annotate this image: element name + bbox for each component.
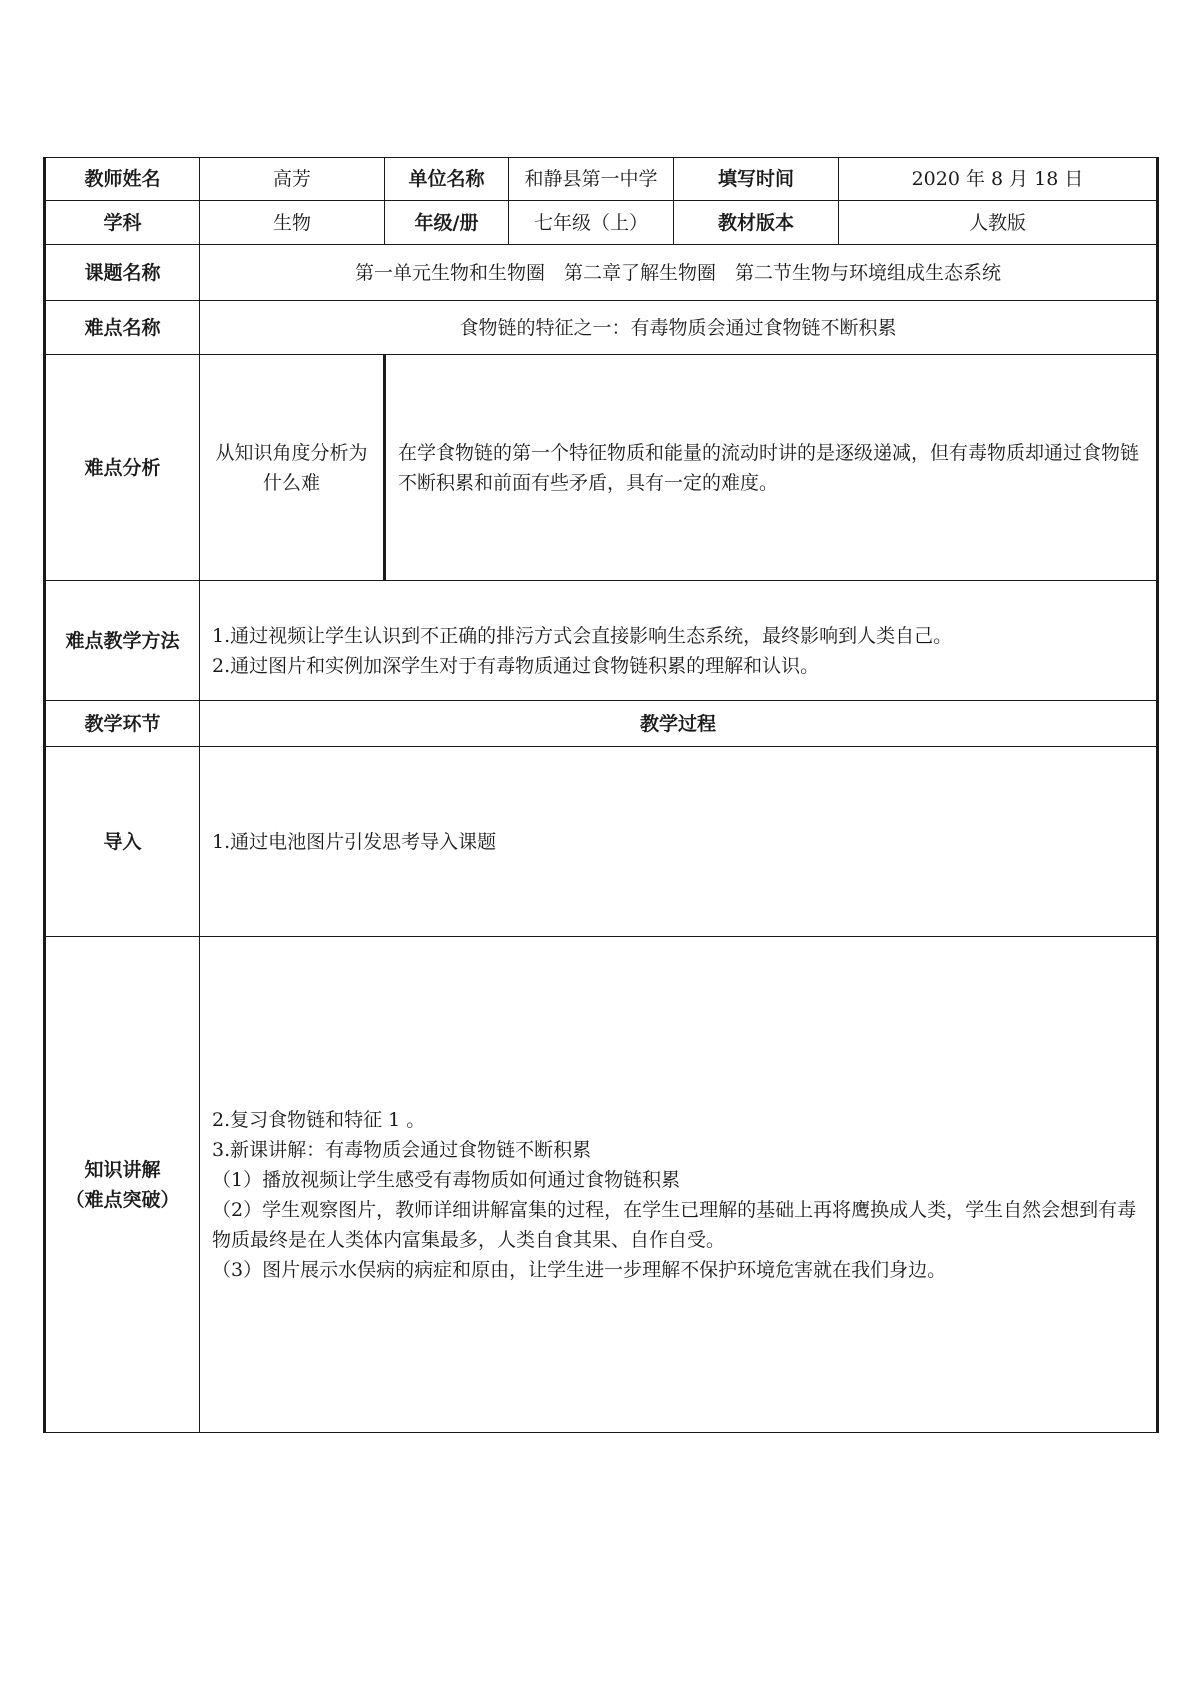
teacher-label: 教师姓名 [45,158,200,201]
intro-label: 导入 [45,747,200,937]
knowledge-line-5: （3）图片展示水俣病的病症和原由，让学生进一步理解不保护环境危害就在我们身边。 [212,1258,947,1281]
unit-value: 和静县第一中学 [509,158,674,201]
date-label: 填写时间 [674,158,839,201]
teacher-value: 高芳 [200,158,385,201]
knowledge-line-3: （1）播放视频让学生感受有毒物质如何通过食物链积累 [212,1168,681,1191]
subject-value: 生物 [200,201,385,245]
difficulty-label: 难点名称 [45,301,200,355]
date-value: 2020 年 8 月 18 日 [839,158,1158,201]
grade-label: 年级/册 [385,201,509,245]
knowledge-row [45,937,1158,1433]
stage-label: 教学环节 [45,701,200,747]
topic-value: 第一单元生物和生物圈 第二章了解生物圈 第二节生物与环境组成生态系统 [200,245,1158,301]
knowledge-line-4: （2）学生观察图片，教师详细讲解富集的过程，在学生已理解的基础上再将鹰换成人类，学生自然会想到有毒物质最终是在人类体内富集最多，人类自食其果、自作自受。 [212,1198,1137,1251]
method-content [200,581,1158,701]
unit-label: 单位名称 [385,158,509,201]
method-line-1: 1.通过视频让学生认识到不正确的排污方式会直接影响生态系统，最终影响到人类自己。 [212,624,953,647]
knowledge-label [45,937,200,1433]
intro-line-1: 1.通过电池图片引发思考导入课题 [212,830,497,853]
header-row-2 [45,201,1158,245]
intro-row [45,747,1158,937]
knowledge-line-1: 2.复习食物链和特征 1 。 [212,1108,426,1131]
method-row [45,581,1158,701]
knowledge-label-line-2: （难点突破） [65,1188,180,1211]
edition-value: 人教版 [839,201,1158,245]
lesson-plan-table [43,157,1159,1433]
difficulty-value: 食物链的特征之一：有毒物质会通过食物链不断积累 [200,301,1158,355]
topic-label: 课题名称 [45,245,200,301]
topic-row [45,245,1158,301]
analysis-label: 难点分析 [45,355,200,581]
analysis-sub-label: 从知识角度分析为什么难 [200,355,385,581]
knowledge-line-2: 3.新课讲解：有毒物质会通过食物链不断积累 [212,1138,592,1161]
grade-value: 七年级（上） [509,201,674,245]
process-header-row [45,701,1158,747]
subject-label: 学科 [45,201,200,245]
edition-label: 教材版本 [674,201,839,245]
knowledge-content [200,937,1158,1433]
intro-content [200,747,1158,937]
header-row-1 [45,158,1158,201]
knowledge-label-line-1: 知识讲解 [84,1158,161,1181]
difficulty-row [45,301,1158,355]
lesson-plan-sheet [43,157,1156,1433]
process-label: 教学过程 [200,701,1158,747]
method-line-2: 2.通过图片和实例加深学生对于有毒物质通过食物链积累的理解和认识。 [212,654,820,677]
method-label: 难点教学方法 [45,581,200,701]
analysis-value: 在学食物链的第一个特征物质和能量的流动时讲的是逐级递减，但有毒物质却通过食物链不断积累和前面有些矛盾，具有一定的难度。 [385,355,1158,581]
analysis-row [45,355,1158,581]
